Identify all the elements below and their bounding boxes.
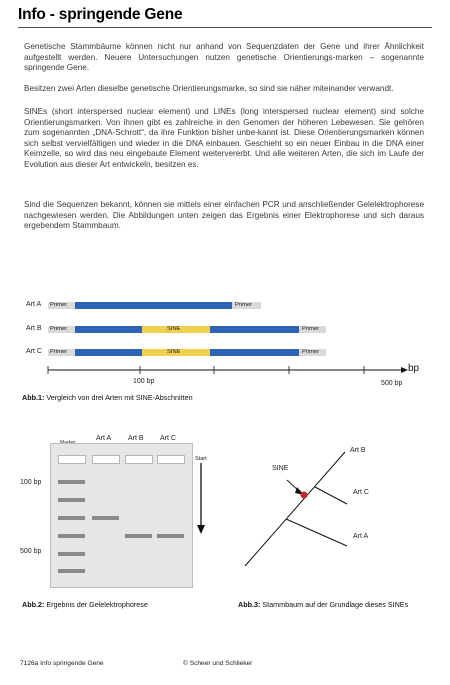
gel-label-500bp: 500 bp — [20, 548, 42, 555]
bp-axis — [44, 362, 414, 378]
primer-right-a: Primer — [232, 302, 261, 309]
tick-label-100: 100 bp — [133, 378, 155, 385]
well-art-a — [92, 455, 120, 464]
marker-band — [58, 534, 85, 538]
axis-unit: bp — [408, 363, 420, 374]
well-art-c — [157, 455, 185, 464]
primer-left-b: Primer — [48, 326, 75, 333]
row-label-art-a: Art A — [26, 301, 42, 308]
gel-label-100bp: 100 bp — [20, 479, 42, 486]
marker-band — [58, 480, 85, 484]
marker-band — [58, 552, 85, 556]
band-art-c — [157, 534, 184, 538]
row-label-art-b: Art B — [26, 325, 42, 332]
tree-label-art-c: Art C — [353, 489, 369, 496]
figure-3-caption: Abb.3: Stammbaum auf der Grundlage dieses SINEs — [238, 600, 409, 609]
well-marker — [58, 455, 86, 464]
intro-paragraph: Genetische Stammbäume können nicht nur anhand von Sequenzdaten der Gene und ihrer Ähnlichkeit aufgestellt werden. Neuere Untersuchungen nutzen genetische Orientierungs-marken – sogenannte springende Gene. — [24, 42, 424, 73]
method-paragraph: Sind die Sequenzen bekannt, können sie mittels einer einfachen PCR und anschließender Gelelektrophorese nachgewiesen werden. Die Abbildungen unten zeigen das Ergebnis einer Elektrophorese und sich daraus ergebendem Stammbaum. — [24, 200, 424, 231]
tick-label-500: 500 bp — [381, 380, 403, 387]
footer-left: 7126a Info springende Gene — [20, 660, 104, 667]
lane-label-art-a: Art A — [96, 435, 112, 442]
gel — [50, 443, 193, 588]
figure-1 — [0, 296, 450, 406]
marker-band — [58, 569, 85, 573]
primer-right-b: Primer — [299, 326, 326, 333]
sine-label: SINE — [272, 465, 289, 472]
dna-segment-b1 — [75, 326, 142, 333]
lane-label-art-c: Art C — [160, 435, 176, 442]
tree-label-art-a: Art A — [353, 533, 369, 540]
tree-label-art-b: Art B — [350, 447, 366, 454]
dna-strand-art-b — [48, 326, 333, 333]
phylogenetic-tree — [225, 440, 445, 575]
migration-arrow-icon — [196, 463, 206, 535]
start-label: Start — [195, 456, 207, 462]
well-art-b — [125, 455, 153, 464]
primer-left-a: Primer — [48, 302, 75, 309]
marker-band — [58, 498, 85, 502]
figure-1-caption: Abb.1: Vergleich von drei Arten mit SINE-Abschnitten — [22, 393, 193, 402]
figure-2-caption: Abb.2: Ergebnis der Gelelektrophorese — [22, 600, 148, 609]
primer-left-c: Primer — [48, 349, 75, 356]
primer-right-c: Primer — [299, 349, 326, 356]
dna-segment-c2 — [210, 349, 299, 356]
dna-segment-c1 — [75, 349, 142, 356]
row-label-art-c: Art C — [26, 348, 42, 355]
sine-segment-b: SINE — [142, 326, 210, 333]
marker-band — [58, 516, 85, 520]
band-art-a — [92, 516, 119, 520]
sine-line-paragraph: SINEs (short interspersed nuclear element) und LINEs (long interspersed nuclear element) sind solche Orientierungsmarken. Von ihnen gibt es zahlreiche in den Genomen der höheren Lebewesen. Sie gehören zum sogenannten „DNA-Schrott“, da ihre Funktion bisher unbe-kannt ist. Diese Orientierungsmarken können sich selbst vervielfältigen und wieder in die DNA einbauen. Geschieht so ein neuer Einbau in die DNA einer Keimzelle, so wird das neu eingebaute Element weitervererbt. Und alle weiteren Arten, die sich im Laufe der Evolution aus dieser Art entwickeln, besitzen es. — [24, 107, 424, 169]
band-art-b — [125, 534, 152, 538]
dna-segment-a — [75, 302, 232, 309]
dna-strand-art-c — [48, 349, 333, 356]
footer-copyright: © Scheer und Schlieker — [183, 660, 253, 667]
relation-paragraph: Besitzen zwei Arten dieselbe genetische Orientierungsmarke, so sind sie näher miteinander verwandt. — [24, 84, 394, 93]
sine-segment-c: SINE — [142, 349, 210, 356]
dna-segment-b2 — [210, 326, 299, 333]
dna-strand-art-a — [48, 302, 263, 309]
lane-label-art-b: Art B — [128, 435, 144, 442]
page-title: Info - springende Gene — [18, 6, 432, 28]
